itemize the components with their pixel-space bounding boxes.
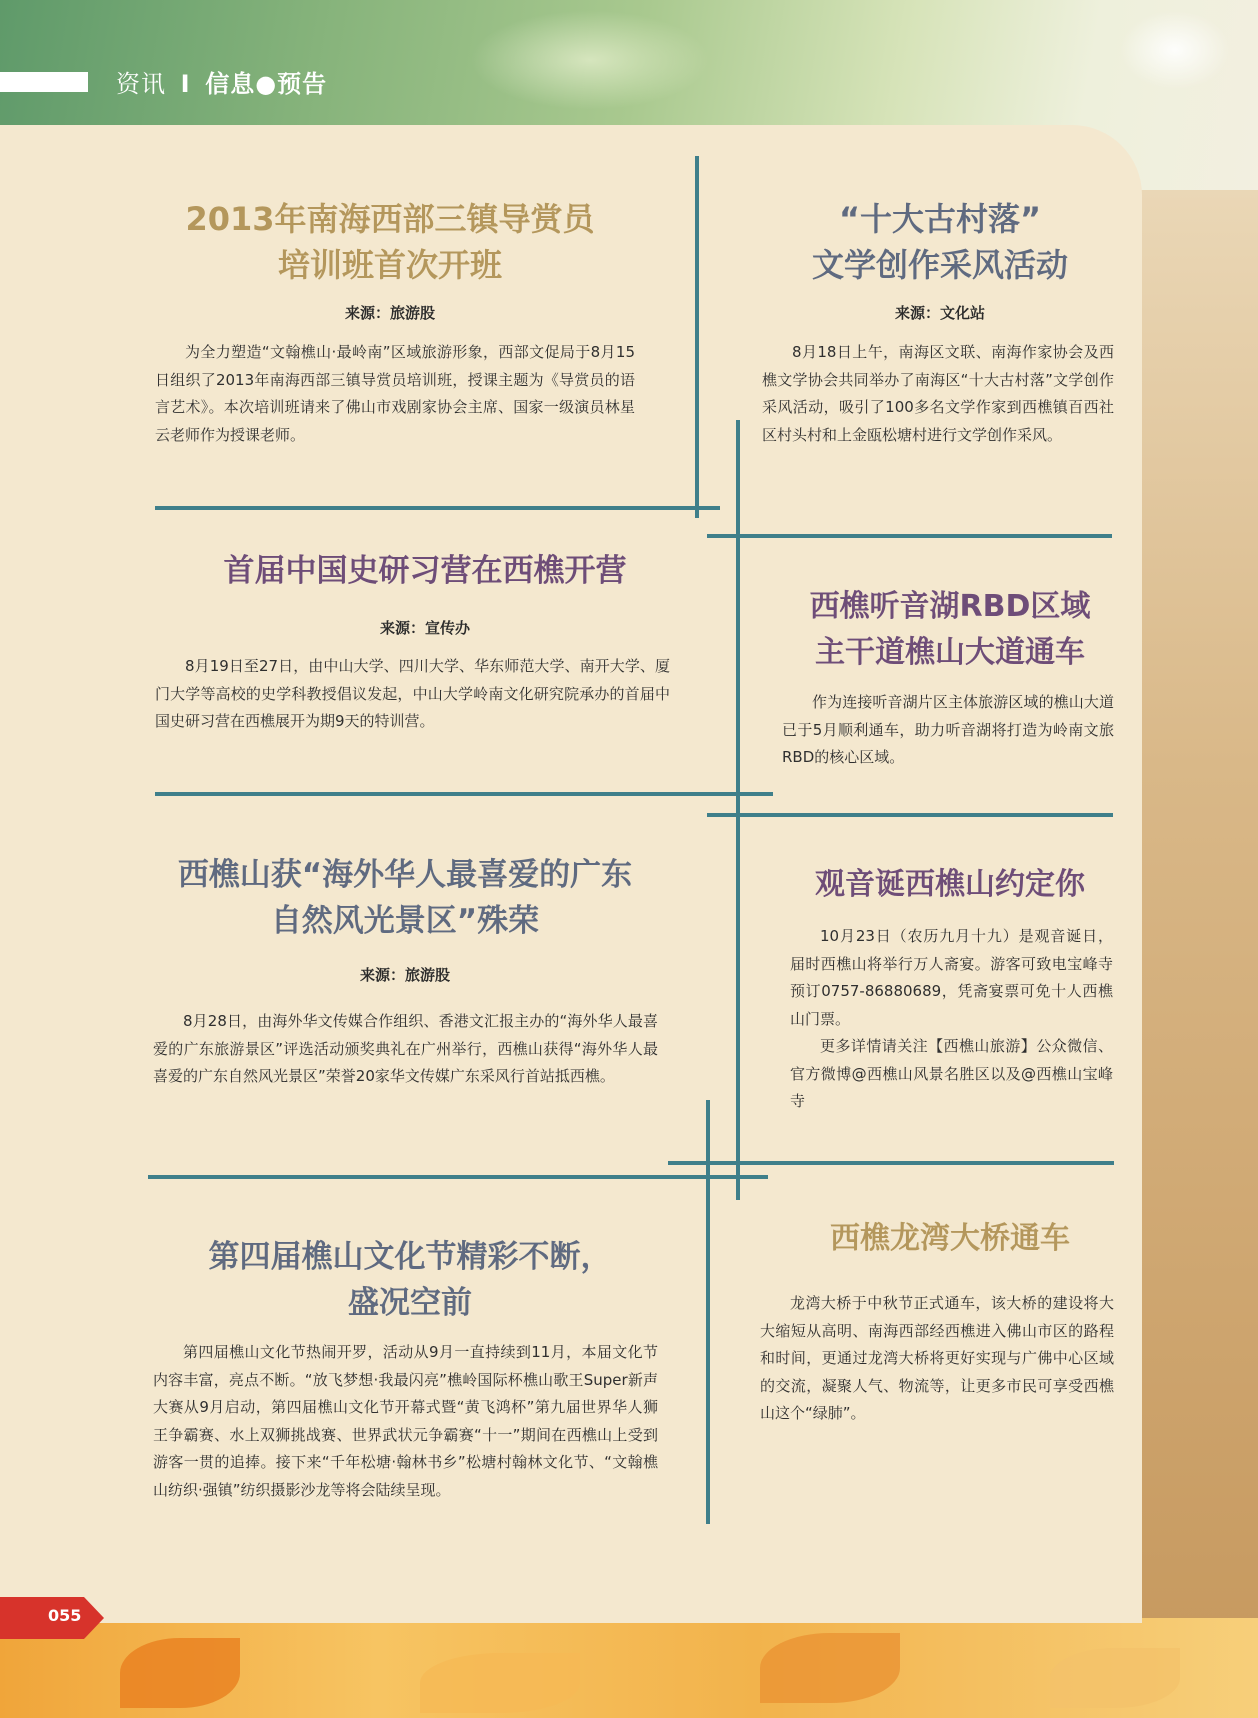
article-body <box>155 339 635 449</box>
leaf-decoration <box>1050 1648 1180 1708</box>
divider-line <box>155 506 720 510</box>
title-line: 首届中国史研习营在西樵开营 <box>223 553 627 589</box>
title-line: 文学创作采风活动 <box>811 246 1068 284</box>
paragraph: 更多详情请关注【西樵山旅游】公众微信、官方微博@西樵山风景名胜区以及@西樵山宝峰寺 <box>790 1037 1113 1110</box>
title-line: 观音诞西樵山约定你 <box>815 867 1085 902</box>
title-line: 2013年南海西部三镇导赏员 <box>185 200 595 238</box>
article-title <box>780 584 1120 676</box>
title-line: 第四届樵山文化节精彩不断， <box>208 1239 612 1275</box>
divider-line <box>155 792 773 796</box>
divider-line <box>668 1161 1114 1165</box>
title-line: “十大古村落” <box>838 200 1042 238</box>
paragraph: 10月23日（农历九月十九）是观音诞日，届时西樵山将举行万人斋宴。游客可致电宝峰寺预订0757-86880689，凭斋宴票可免十人西樵山门票。 <box>790 927 1113 1028</box>
paragraph: 龙湾大桥于中秋节正式通车，该大桥的建设将大大缩短从高明、南海西部经西樵进入佛山市区的路程和时间，更通过龙湾大桥将更好实现与广佛中心区域的交流，凝聚人气、物流等，让更多市民可享受西樵山这个“绿肺”。 <box>760 1294 1114 1422</box>
article-source: 来源：文化站 <box>894 304 985 322</box>
article-title <box>760 196 1120 288</box>
page-number: 055 <box>48 1606 82 1625</box>
section-header <box>116 64 327 99</box>
paragraph: 第四届樵山文化节热闹开罗，活动从9月一直持续到11月，本届文化节内容丰富，亮点不断。“放飞梦想·我最闪亮”樵岭国际杯樵山歌王Super新声大赛从9月启动，第四届樵山文化节开幕式暨“黄飞鸿杯”第九届世界华人狮王争霸赛、水上双狮挑战赛、世界武状元争霸赛“十一”期间在西樵山上受到游客一贯的追捧。接下来“千年松塘·翰林书乡”松塘村翰林文化节、“文翰樵山纺织·强镇”纺织摄影沙龙等将会陆续呈现。 <box>153 1343 658 1499</box>
divider-line <box>148 1175 768 1179</box>
title-line: 西樵听音湖RBD区域 <box>809 589 1091 624</box>
title-line: 西樵山获“海外华人最喜爱的广东 <box>177 857 633 893</box>
article-body <box>760 1290 1114 1428</box>
light-glow <box>1120 10 1230 90</box>
paragraph: 为全力塑造“文翰樵山·最岭南”区域旅游形象，西部文促局于8月15日组织了2013年南海西部三镇导赏员培训班，授课主题为《导赏员的语言艺术》。本次培训班请来了佛山市戏剧家协会主席、国家一级演员林星云老师作为授课老师。 <box>155 343 635 444</box>
article-source: 来源：旅游股 <box>344 304 435 322</box>
article-title <box>150 196 630 288</box>
section-name: 资讯 <box>116 70 166 98</box>
title-line: 自然风光景区”殊荣 <box>270 903 540 939</box>
paragraph: 8月18日上午，南海区文联、南海作家协会及西樵文学协会共同举办了南海区“十大古村落”文学创作采风活动，吸引了100多名文学作家到西樵镇百西社区村头村和上金瓯松塘村进行文学创作采风。 <box>762 343 1114 444</box>
article-body <box>790 923 1113 1116</box>
divider-line <box>707 534 1112 538</box>
paragraph: 8月28日，由海外华文传媒合作组织、香港文汇报主办的“海外华人最喜爱的广东旅游景区”评选活动颁奖典礼在广州举行，西樵山获得“海外华人最喜爱的广东自然风光景区”荣誉20家华文传媒广东采风行首站抵西樵。 <box>153 1012 658 1085</box>
light-glow <box>470 10 710 110</box>
article-body <box>155 653 670 736</box>
article-title <box>150 852 660 944</box>
title-line: 盛况空前 <box>348 1285 472 1321</box>
article-source: 来源：宣传办 <box>379 619 470 637</box>
leaf-decoration <box>420 1653 580 1713</box>
side-decoration <box>1140 190 1258 1630</box>
article-source: 来源：旅游股 <box>359 966 450 984</box>
divider-line <box>695 156 699 518</box>
article-title <box>150 1234 670 1326</box>
title-line: 主干道樵山大道通车 <box>815 635 1085 670</box>
paragraph: 作为连接听音湖片区主体旅游区域的樵山大道已于5月顺利通车，助力听音湖将打造为岭南文旅RBD的核心区域。 <box>782 693 1114 766</box>
article-body <box>782 689 1114 772</box>
autumn-leaves-background <box>0 1618 1258 1718</box>
header-accent-bar <box>0 72 88 92</box>
divider-line <box>707 813 1113 817</box>
article-body <box>762 339 1114 449</box>
article-title <box>780 862 1120 908</box>
leaf-decoration <box>120 1638 240 1708</box>
title-line: 西樵龙湾大桥通车 <box>830 1221 1070 1256</box>
paragraph: 8月19日至27日，由中山大学、四川大学、华东师范大学、南开大学、厦门大学等高校的史学科教授倡议发起，中山大学岭南文化研究院承办的首届中国史研习营在西樵展开为期9天的特训营。 <box>155 657 670 730</box>
section-divider: I <box>180 70 191 98</box>
subsection-name: 信息●预告 <box>205 70 328 98</box>
title-line: 培训班首次开班 <box>277 246 502 284</box>
article-body <box>153 1008 658 1091</box>
article-body <box>153 1339 658 1504</box>
leaf-decoration <box>760 1633 900 1703</box>
article-title <box>150 548 700 594</box>
article-title <box>780 1216 1120 1262</box>
